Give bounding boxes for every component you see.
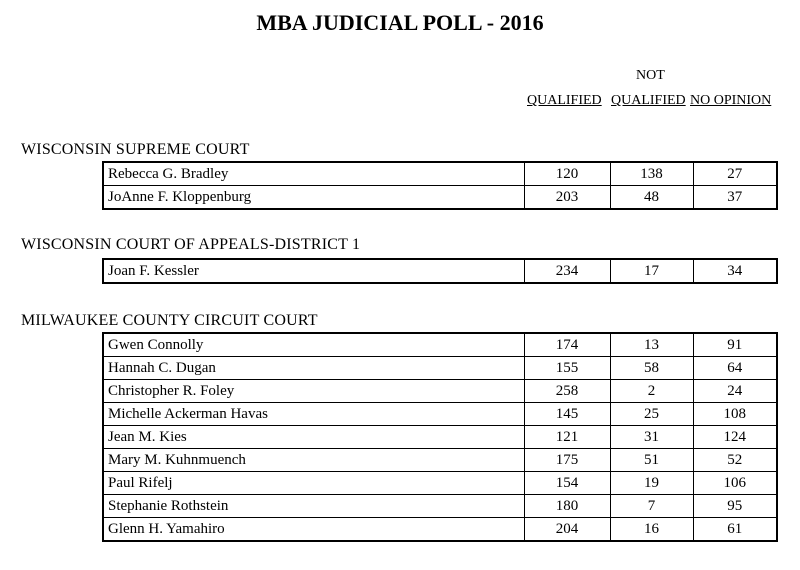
court-of-appeals-table bbox=[102, 258, 778, 284]
no-opinion-count: 64 bbox=[693, 357, 777, 380]
no-opinion-count: 27 bbox=[693, 162, 777, 186]
no-opinion-count: 37 bbox=[693, 186, 777, 210]
candidate-name: Paul Rifelj bbox=[103, 472, 524, 495]
section-title-circuit-court: MILWAUKEE COUNTY CIRCUIT COURT bbox=[21, 312, 318, 329]
not-qualified-count: 2 bbox=[610, 380, 693, 403]
candidate-name: Glenn H. Yamahiro bbox=[103, 518, 524, 542]
header-not-qualified: QUALIFIED bbox=[611, 93, 686, 108]
no-opinion-count: 108 bbox=[693, 403, 777, 426]
qualified-count: 120 bbox=[524, 162, 610, 186]
table-row bbox=[103, 380, 777, 403]
section-title-court-of-appeals: WISCONSIN COURT OF APPEALS-DISTRICT 1 bbox=[21, 236, 361, 253]
no-opinion-count: 91 bbox=[693, 333, 777, 357]
qualified-count: 258 bbox=[524, 380, 610, 403]
table-row bbox=[103, 259, 777, 283]
table-row bbox=[103, 333, 777, 357]
no-opinion-count: 61 bbox=[693, 518, 777, 542]
no-opinion-count: 24 bbox=[693, 380, 777, 403]
not-qualified-count: 13 bbox=[610, 333, 693, 357]
not-qualified-count: 58 bbox=[610, 357, 693, 380]
candidate-name: Mary M. Kuhnmuench bbox=[103, 449, 524, 472]
table-row bbox=[103, 472, 777, 495]
qualified-count: 155 bbox=[524, 357, 610, 380]
qualified-count: 180 bbox=[524, 495, 610, 518]
not-qualified-count: 31 bbox=[610, 426, 693, 449]
qualified-count: 121 bbox=[524, 426, 610, 449]
qualified-count: 175 bbox=[524, 449, 610, 472]
qualified-count: 174 bbox=[524, 333, 610, 357]
candidate-name: Rebecca G. Bradley bbox=[103, 162, 524, 186]
candidate-name: Gwen Connolly bbox=[103, 333, 524, 357]
no-opinion-count: 34 bbox=[693, 259, 777, 283]
not-qualified-count: 51 bbox=[610, 449, 693, 472]
qualified-count: 234 bbox=[524, 259, 610, 283]
header-qualified: QUALIFIED bbox=[527, 93, 602, 108]
table-row bbox=[103, 162, 777, 186]
supreme-court-table bbox=[102, 161, 778, 210]
not-qualified-count: 17 bbox=[610, 259, 693, 283]
qualified-count: 154 bbox=[524, 472, 610, 495]
table-row bbox=[103, 357, 777, 380]
header-no-opinion: NO OPINION bbox=[690, 93, 772, 108]
not-qualified-count: 7 bbox=[610, 495, 693, 518]
page-title: MBA JUDICIAL POLL - 2016 bbox=[256, 10, 544, 35]
candidate-name: Joan F. Kessler bbox=[103, 259, 524, 283]
not-qualified-count: 19 bbox=[610, 472, 693, 495]
circuit-court-table bbox=[102, 332, 778, 542]
qualified-count: 145 bbox=[524, 403, 610, 426]
qualified-count: 204 bbox=[524, 518, 610, 542]
qualified-count: 203 bbox=[524, 186, 610, 210]
no-opinion-count: 124 bbox=[693, 426, 777, 449]
not-qualified-count: 138 bbox=[610, 162, 693, 186]
not-qualified-count: 25 bbox=[610, 403, 693, 426]
table-row bbox=[103, 449, 777, 472]
header-not: NOT bbox=[636, 68, 665, 83]
candidate-name: Michelle Ackerman Havas bbox=[103, 403, 524, 426]
candidate-name: Jean M. Kies bbox=[103, 426, 524, 449]
table-row bbox=[103, 186, 777, 210]
candidate-name: Stephanie Rothstein bbox=[103, 495, 524, 518]
candidate-name: JoAnne F. Kloppenburg bbox=[103, 186, 524, 210]
section-title-supreme-court: WISCONSIN SUPREME COURT bbox=[21, 141, 250, 158]
no-opinion-count: 52 bbox=[693, 449, 777, 472]
not-qualified-count: 16 bbox=[610, 518, 693, 542]
table-row bbox=[103, 403, 777, 426]
no-opinion-count: 95 bbox=[693, 495, 777, 518]
candidate-name: Christopher R. Foley bbox=[103, 380, 524, 403]
no-opinion-count: 106 bbox=[693, 472, 777, 495]
table-row bbox=[103, 426, 777, 449]
table-row bbox=[103, 518, 777, 542]
candidate-name: Hannah C. Dugan bbox=[103, 357, 524, 380]
table-row bbox=[103, 495, 777, 518]
not-qualified-count: 48 bbox=[610, 186, 693, 210]
